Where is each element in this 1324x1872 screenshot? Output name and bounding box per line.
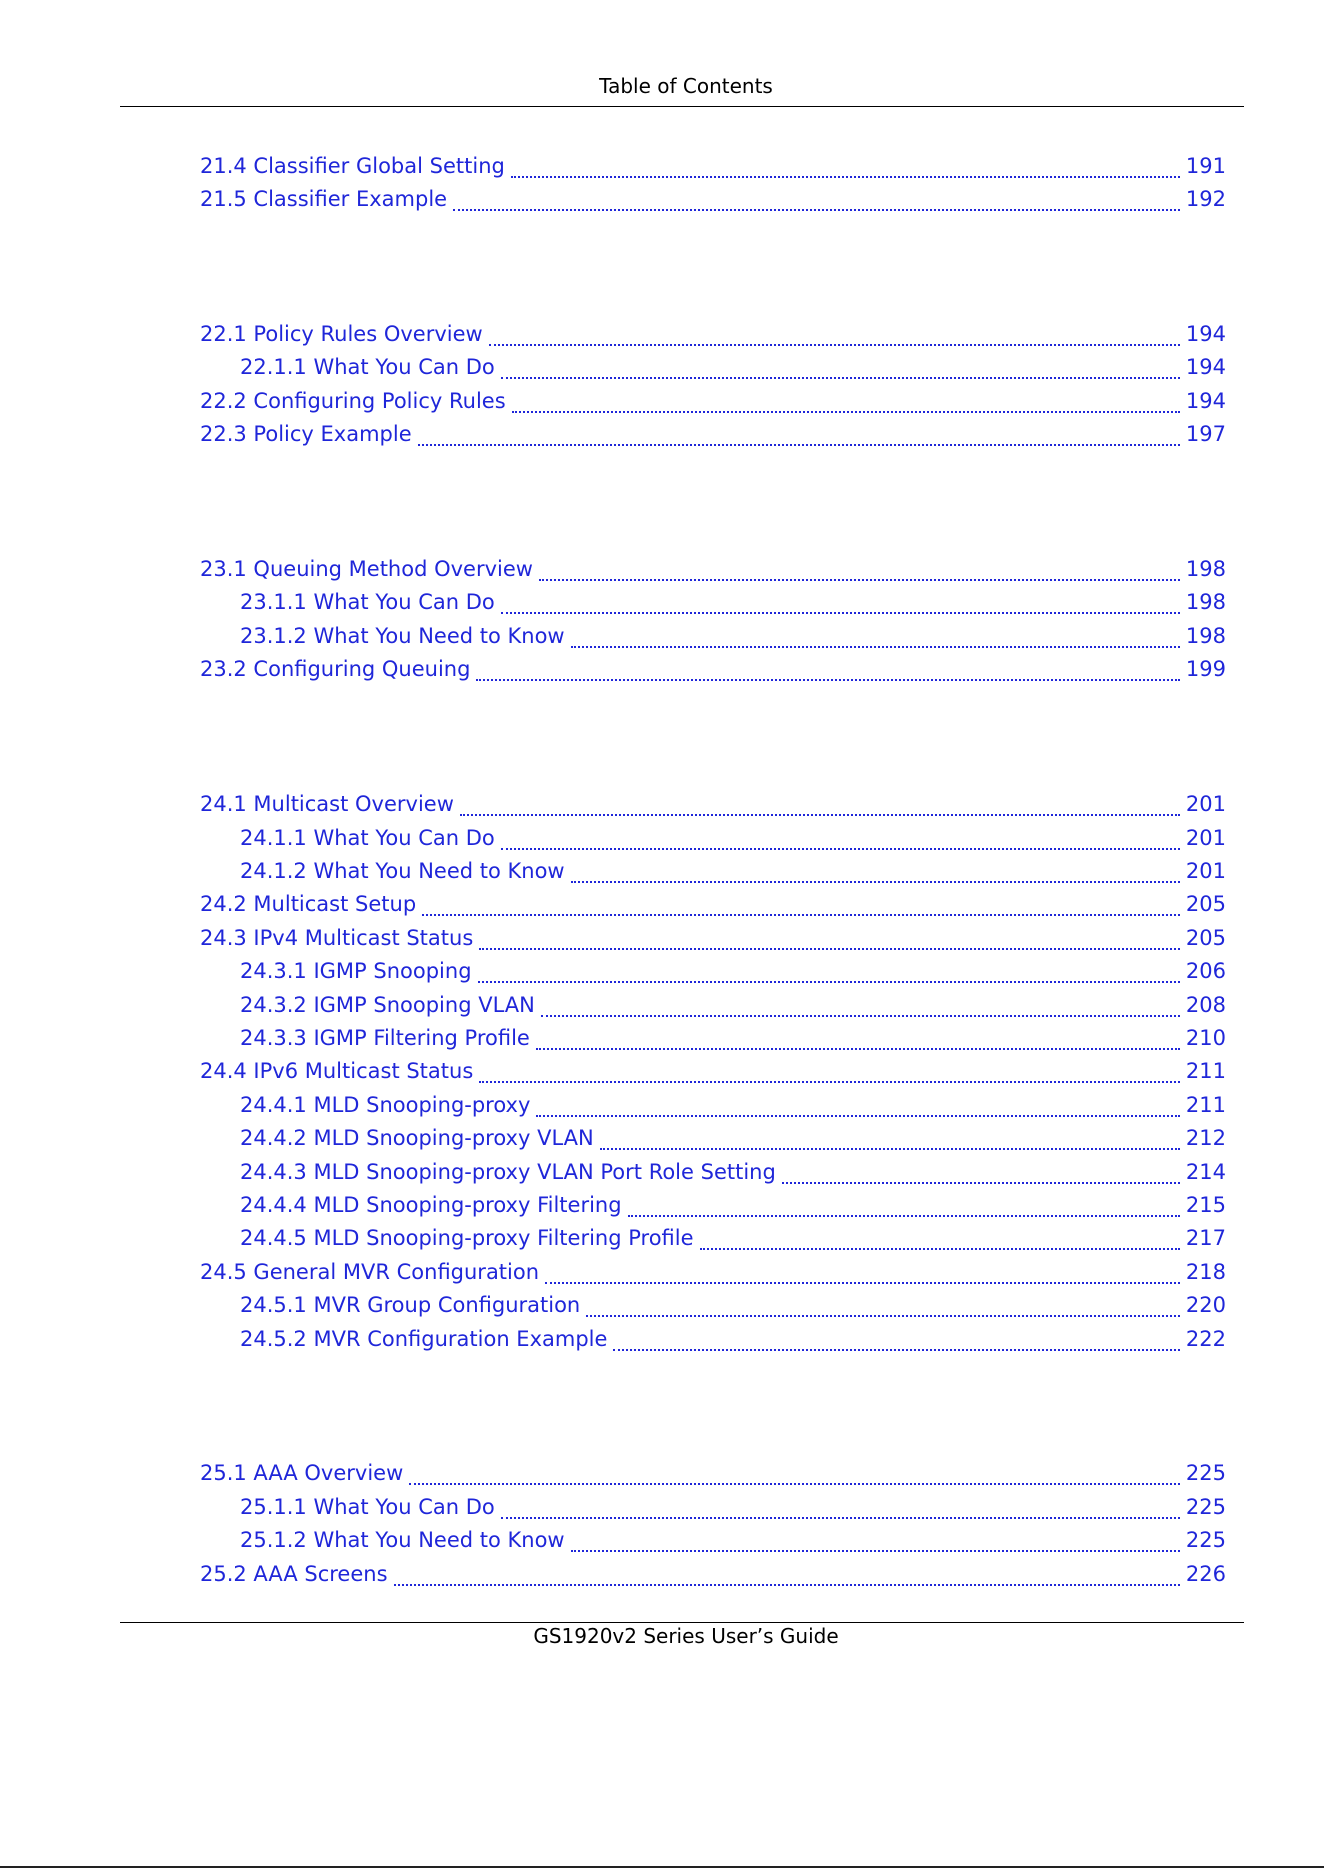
toc-entry[interactable] <box>200 926 1226 956</box>
toc-entry-label: 24.1 Multicast Overview <box>200 792 454 816</box>
toc-dot-leader <box>536 1115 1179 1117</box>
toc-entry[interactable] <box>200 657 1226 687</box>
toc-dot-leader <box>476 679 1179 681</box>
toc-entry-label: 24.3 IPv4 Multicast Status <box>200 926 474 950</box>
toc-dot-leader <box>700 1248 1180 1250</box>
toc-entry-page-number: 201 <box>1185 859 1226 883</box>
toc-entry-label: 24.1.2 What You Need to Know <box>240 859 565 883</box>
toc-dot-leader <box>479 1081 1180 1083</box>
toc-entry-label: 21.5 Classifier Example <box>200 187 448 211</box>
toc-entry[interactable] <box>200 792 1226 822</box>
toc-dot-leader <box>613 1349 1179 1351</box>
toc-entry-page-number: 214 <box>1185 1160 1226 1184</box>
toc-dot-leader <box>586 1315 1180 1317</box>
toc-entry-page-number: 206 <box>1185 959 1226 983</box>
toc-entry-page-number: 222 <box>1185 1327 1226 1351</box>
toc-entry[interactable] <box>240 1293 1226 1323</box>
footer-rule <box>120 1622 1244 1623</box>
toc-entry[interactable] <box>240 1126 1226 1156</box>
toc-entry-page-number: 194 <box>1185 355 1226 379</box>
toc-entry-page-number: 201 <box>1185 792 1226 816</box>
toc-dot-leader <box>409 1483 1180 1485</box>
toc-entry[interactable] <box>240 993 1226 1023</box>
toc-entry[interactable] <box>240 859 1226 889</box>
toc-entry-label: 22.1 Policy Rules Overview <box>200 322 483 346</box>
toc-entry-page-number: 217 <box>1185 1226 1226 1250</box>
toc-dot-leader <box>541 1015 1180 1017</box>
toc-entry-label: 25.1.1 What You Can Do <box>240 1495 495 1519</box>
toc-entry-label: 23.1.2 What You Need to Know <box>240 624 565 648</box>
toc-dot-leader <box>545 1282 1180 1284</box>
toc-entry-page-number: 218 <box>1185 1260 1226 1284</box>
toc-entry-page-number: 220 <box>1185 1293 1226 1317</box>
toc-entry-label: 24.3.3 IGMP Filtering Profile <box>240 1026 530 1050</box>
page-footer-title: GS1920v2 Series User’s Guide <box>533 1624 839 1648</box>
toc-dot-leader <box>512 411 1180 413</box>
toc-entry[interactable] <box>240 355 1226 385</box>
toc-dot-leader <box>782 1182 1180 1184</box>
toc-dot-leader <box>453 209 1180 211</box>
toc-entry-label: 24.3.2 IGMP Snooping VLAN <box>240 993 535 1017</box>
toc-entry-label: 22.3 Policy Example <box>200 422 412 446</box>
toc-entry-page-number: 211 <box>1185 1059 1226 1083</box>
toc-entry-page-number: 205 <box>1185 926 1226 950</box>
toc-entry-label: 24.3.1 IGMP Snooping <box>240 959 472 983</box>
toc-entry-label: 24.5.1 MVR Group Configuration <box>240 1293 581 1317</box>
toc-dot-leader <box>501 1517 1180 1519</box>
toc-entry-label: 21.4 Classifier Global Setting <box>200 154 505 178</box>
toc-entry[interactable] <box>240 1160 1226 1190</box>
toc-entry-page-number: 225 <box>1185 1528 1226 1552</box>
toc-entry-page-number: 198 <box>1185 624 1226 648</box>
header-rule <box>120 106 1244 107</box>
toc-entry-label: 24.4.2 MLD Snooping-proxy VLAN <box>240 1126 594 1150</box>
toc-entry[interactable] <box>240 590 1226 620</box>
toc-entry-label: 22.1.1 What You Can Do <box>240 355 495 379</box>
toc-entry-label: 23.2 Configuring Queuing <box>200 657 471 681</box>
toc-entry-label: 24.4.4 MLD Snooping-proxy Filtering <box>240 1193 622 1217</box>
toc-entry-page-number: 210 <box>1185 1026 1226 1050</box>
toc-entry[interactable] <box>200 1260 1226 1290</box>
toc-entry[interactable] <box>200 1562 1226 1592</box>
toc-dot-leader <box>501 612 1180 614</box>
toc-dot-leader <box>628 1215 1180 1217</box>
toc-entry[interactable] <box>200 154 1226 184</box>
toc-entry[interactable] <box>200 187 1226 217</box>
toc-entry[interactable] <box>240 1495 1226 1525</box>
toc-entry-page-number: 208 <box>1185 993 1226 1017</box>
toc-dot-leader <box>394 1584 1180 1586</box>
toc-entry-label: 25.2 AAA Screens <box>200 1562 388 1586</box>
toc-entry-label: 24.4.1 MLD Snooping-proxy <box>240 1093 531 1117</box>
toc-entry[interactable] <box>200 389 1226 419</box>
toc-entry-label: 22.2 Configuring Policy Rules <box>200 389 506 413</box>
toc-entry-page-number: 212 <box>1185 1126 1226 1150</box>
toc-entry[interactable] <box>240 1226 1226 1256</box>
toc-entry[interactable] <box>200 322 1226 352</box>
toc-entry-page-number: 198 <box>1185 557 1226 581</box>
toc-entry-label: 25.1 AAA Overview <box>200 1461 404 1485</box>
toc-dot-leader <box>511 176 1180 178</box>
toc-dot-leader <box>478 981 1180 983</box>
toc-entry-page-number: 225 <box>1185 1461 1226 1485</box>
toc-entry-page-number: 225 <box>1185 1495 1226 1519</box>
toc-entry-page-number: 197 <box>1185 422 1226 446</box>
toc-entry-page-number: 194 <box>1185 322 1226 346</box>
toc-entry-page-number: 198 <box>1185 590 1226 614</box>
toc-entry-page-number: 205 <box>1185 892 1226 916</box>
toc-dot-leader <box>600 1148 1180 1150</box>
scan-edge-line <box>0 1866 1324 1868</box>
toc-entry[interactable] <box>240 1193 1226 1223</box>
toc-entry[interactable] <box>240 1327 1226 1357</box>
toc-entry-label: 25.1.2 What You Need to Know <box>240 1528 565 1552</box>
toc-dot-leader <box>536 1048 1180 1050</box>
toc-entry-page-number: 199 <box>1185 657 1226 681</box>
toc-entry[interactable] <box>240 1528 1226 1558</box>
toc-entry[interactable] <box>200 892 1226 922</box>
toc-entry-label: 24.1.1 What You Can Do <box>240 826 495 850</box>
toc-entry-label: 24.5 General MVR Configuration <box>200 1260 540 1284</box>
toc-entry-label: 24.5.2 MVR Configuration Example <box>240 1327 608 1351</box>
toc-dot-leader <box>501 377 1180 379</box>
toc-entry-label: 24.4.5 MLD Snooping-proxy Filtering Profile <box>240 1226 694 1250</box>
toc-entry[interactable] <box>200 1059 1226 1089</box>
toc-entry-label: 24.2 Multicast Setup <box>200 892 417 916</box>
toc-dot-leader <box>460 814 1180 816</box>
toc-entry-page-number: 192 <box>1185 187 1226 211</box>
toc-entry-page-number: 191 <box>1185 154 1226 178</box>
toc-dot-leader <box>571 646 1180 648</box>
toc-entry-page-number: 215 <box>1185 1193 1226 1217</box>
toc-dot-leader <box>489 344 1180 346</box>
toc-entry-label: 23.1.1 What You Can Do <box>240 590 495 614</box>
toc-entry[interactable] <box>240 959 1226 989</box>
toc-entry[interactable] <box>240 624 1226 654</box>
toc-entry[interactable] <box>240 1093 1226 1123</box>
toc-dot-leader <box>422 914 1180 916</box>
toc-dot-leader <box>501 848 1180 850</box>
toc-entry[interactable] <box>200 557 1226 587</box>
toc-dot-leader <box>418 444 1180 446</box>
toc-entry[interactable] <box>240 1026 1226 1056</box>
toc-entry[interactable] <box>200 1461 1226 1491</box>
toc-dot-leader <box>539 579 1180 581</box>
toc-entry-label: 24.4.3 MLD Snooping-proxy VLAN Port Role Setting <box>240 1160 776 1184</box>
toc-entry-label: 23.1 Queuing Method Overview <box>200 557 533 581</box>
toc-entry-page-number: 226 <box>1185 1562 1226 1586</box>
toc-entry[interactable] <box>200 422 1226 452</box>
toc-dot-leader <box>479 948 1180 950</box>
toc-entry[interactable] <box>240 826 1226 856</box>
toc-dot-leader <box>571 1550 1180 1552</box>
toc-entry-page-number: 201 <box>1185 826 1226 850</box>
toc-entry-label: 24.4 IPv6 Multicast Status <box>200 1059 474 1083</box>
toc-entry-page-number: 194 <box>1185 389 1226 413</box>
page-header-title: Table of Contents <box>599 74 773 98</box>
toc-dot-leader <box>571 881 1180 883</box>
toc-entry-page-number: 211 <box>1185 1093 1226 1117</box>
